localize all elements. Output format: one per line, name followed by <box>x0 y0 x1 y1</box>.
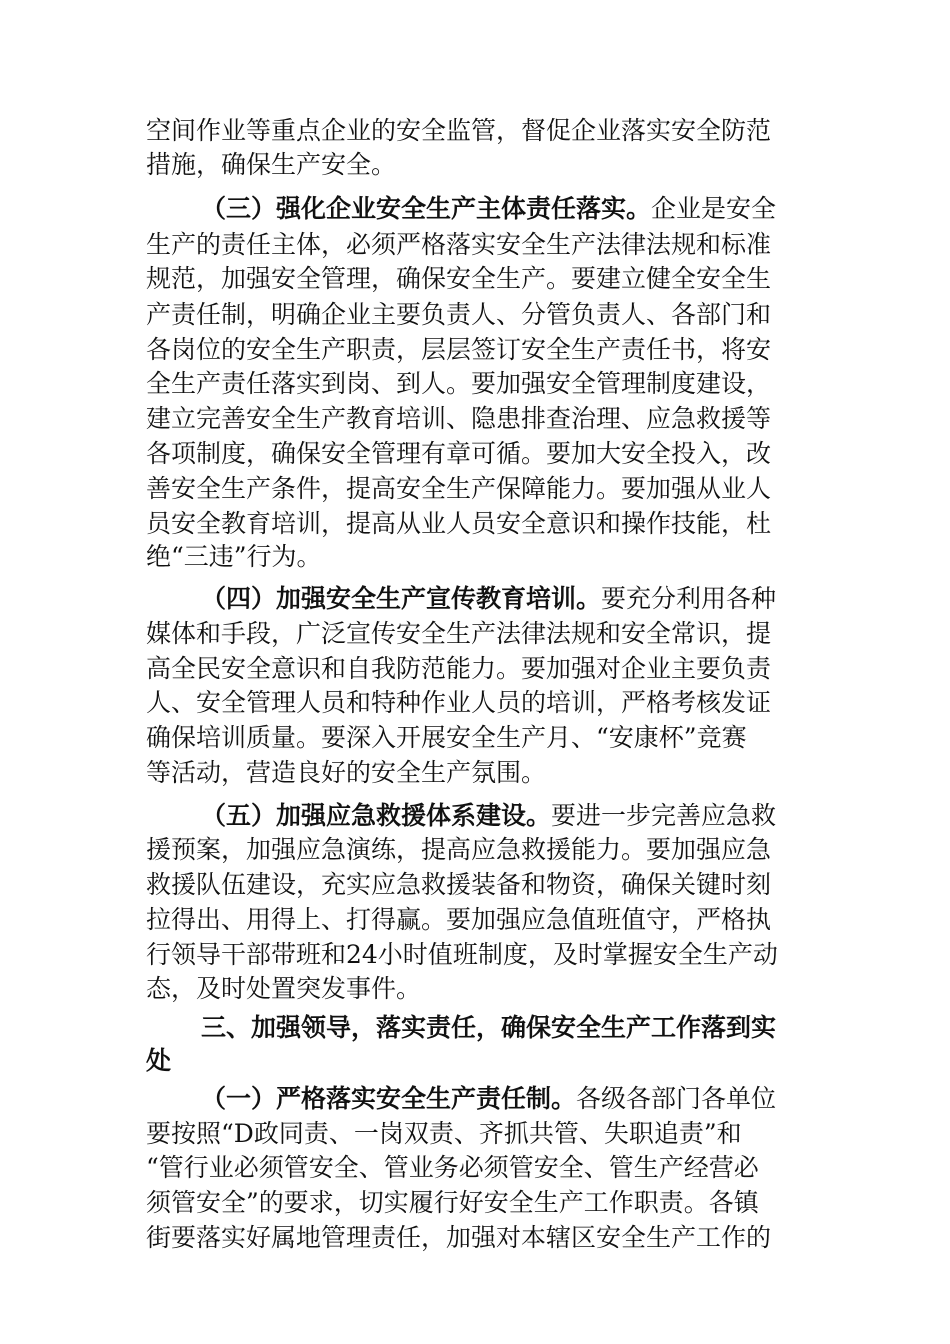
paragraph-heading: （三）强化企业安全生产主体责任落实。 <box>201 194 652 223</box>
text-line: 各岗位的安全生产职责，层层签订安全生产责任书，将安 <box>146 335 772 364</box>
text-line: 态，及时处置突发事件。 <box>146 974 422 1003</box>
text-line: “管行业必须管安全、管业务必须管安全、管生产经营必 <box>146 1153 759 1182</box>
text-line: 生产的责任主体，必须严格落实安全生产法律法规和标准 <box>146 230 772 259</box>
paragraph-start <box>201 1081 808 1117</box>
paragraph-text: 企业是安全 <box>651 194 777 223</box>
text-line: 产责任制，明确企业主要负责人、分管负责人、各部门和 <box>146 300 772 329</box>
paragraph-text: 要充分利用各种 <box>601 584 777 613</box>
text-line: 街要落实好属地管理责任，加强对本辖区安全生产工作的 <box>146 1223 772 1252</box>
paragraph-start <box>201 581 808 617</box>
text-line: 规范，加强安全管理，确保安全生产。要建立健全安全生 <box>146 264 772 293</box>
text-line: 等活动，营造良好的安全生产氛围。 <box>146 758 547 787</box>
text-line: 全生产责任落实到岗、到人。要加强安全管理制度建设， <box>146 369 772 398</box>
text-line: 善安全生产条件，提高安全生产保障能力。要加强从业人 <box>146 474 772 503</box>
paragraph-heading: （一）严格落实安全生产责任制。 <box>201 1084 577 1113</box>
text-line: 确保培训质量。要深入开展安全生产月、“安康杯”竞赛 <box>146 723 747 752</box>
paragraph-start <box>201 191 808 227</box>
text-line: 高全民安全意识和自我防范能力。要加强对企业主要负责 <box>146 654 772 683</box>
paragraph-heading: （五）加强应急救援体系建设。 <box>201 801 552 830</box>
text-line: 须管安全”的要求，切实履行好安全生产工作职责。各镇 <box>146 1188 759 1217</box>
text-line: 媒体和手段，广泛宣传安全生产法律法规和安全常识，提 <box>146 619 772 648</box>
text-line: 拉得出、用得上、打得赢。要加强应急值班值守，严格执 <box>146 905 772 934</box>
text-line: 绝“三违”行为。 <box>146 542 322 571</box>
text-line: 各项制度，确保安全管理有章可循。要加大安全投入，改 <box>146 439 772 468</box>
paragraph-start <box>201 798 808 834</box>
text-line: 要按照“D政同责、一岗双责、齐抓共管、失职追责”和 <box>146 1119 742 1148</box>
paragraph-text: 各级各部门各单位 <box>576 1084 777 1113</box>
text-line: 援预案，加强应急演练，提高应急救援能力。要加强应急 <box>146 835 772 864</box>
paragraph-text: 要进一步完善应急救 <box>551 801 777 830</box>
text-line: 员安全教育培训，提高从业人员安全意识和操作技能，杜 <box>146 509 772 538</box>
paragraph-heading: （四）加强安全生产宣传教育培训。 <box>201 584 602 613</box>
section-heading: 三、加强领导，落实责任，确保安全生产工作落到实 <box>201 1013 777 1042</box>
section-heading-continued: 处 <box>146 1046 172 1075</box>
text-line: 措施，确保生产安全。 <box>146 150 397 179</box>
text-line: 行领导干部带班和24小时值班制度，及时掌握安全生产动 <box>146 940 778 969</box>
text-line: 人、安全管理人员和特种作业人员的培训，严格考核发证 <box>146 688 772 717</box>
text-line: 救援队伍建设，充实应急救援装备和物资，确保关键时刻 <box>146 870 772 899</box>
text-line: 建立完善安全生产教育培训、隐患排查治理、应急救援等 <box>146 404 772 433</box>
text-line: 空间作业等重点企业的安全监管，督促企业落实安全防范 <box>146 116 772 145</box>
